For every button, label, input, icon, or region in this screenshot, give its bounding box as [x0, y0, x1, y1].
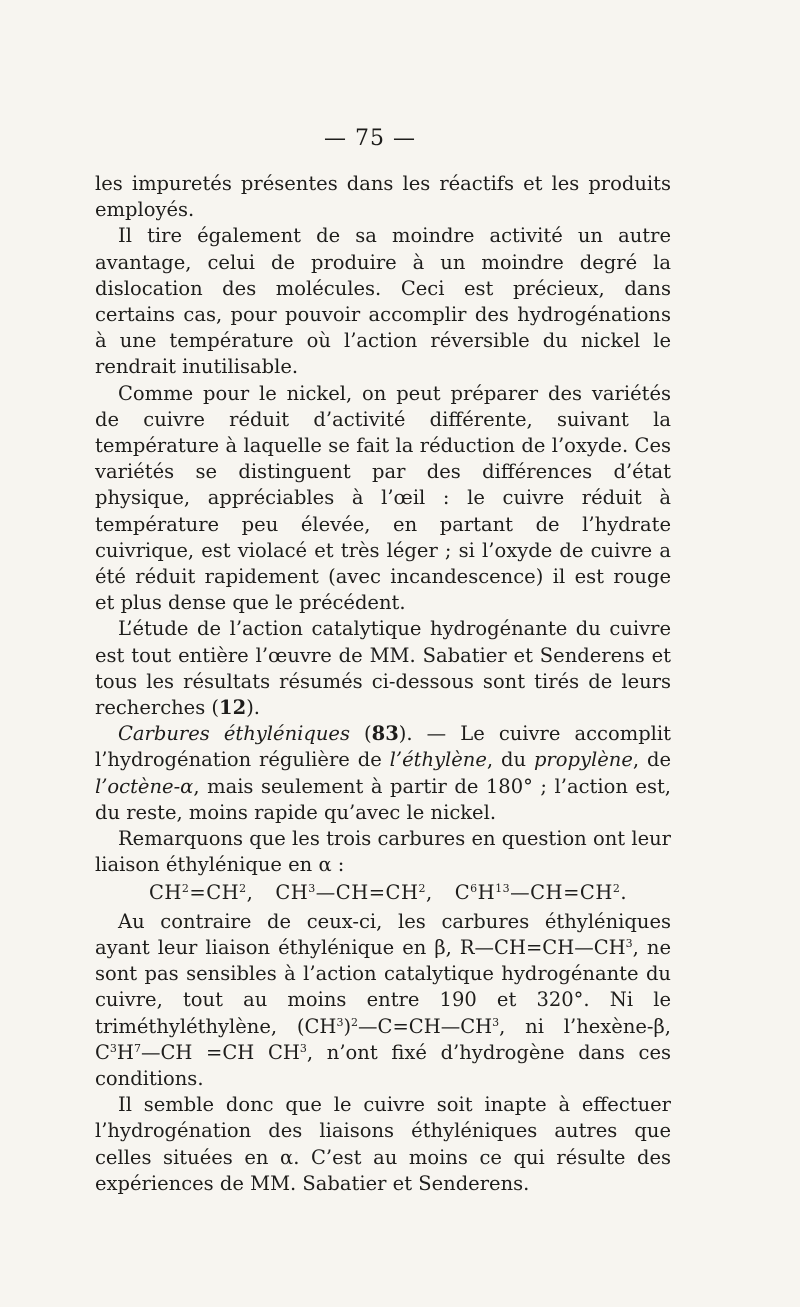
paragraph-conclusion: Il semble donc que le cuivre soit inapte à effectuer l’hydrogénation des liaisons éthyléniques autres que celles situées en α. C’est au moins ce qui résulte des expériences de MM. Sabatier et Senderens.	[95, 1093, 671, 1195]
paragraph-impuretes: les impuretés présentes dans les réactifs et les produits employés.	[95, 172, 671, 222]
formula-propylene: $CH^3—CH=CH^2$,	[275, 881, 433, 905]
ref-close: ).	[398, 722, 413, 746]
carbures-text-1: — Le cuivre accomplit l’hydrogénation régulière de	[95, 722, 671, 772]
etude-text: L’étude de l’action catalytique hydrogénante du cuivre est tout entière l’œuvre de MM. Sabatier et Senderens et tous les résultats résumés ci-dessous sont tirés de leurs recherches (	[95, 617, 671, 720]
carbures-text-4: , mais seulement à partir de 180° ; l’action est, du reste, moins rapide qu’avec le nickel.	[95, 774, 671, 824]
ref-open: (	[349, 722, 372, 746]
paragraph-varietes: Comme pour le nickel, on peut préparer des variétés de cuivre réduit d’activité différente, suivant la température à laquelle se fait la réduction de l’oxyde. Ces variétés se distinguent par des différences d’état physique, appréciables à l’œil : le cuivre réduit à température peu élevée, en partant de l’hydrate cuivrique, est violacé et très léger ; si l’oxyde de cuivre a été réduit rapidement (avec incandescence) il est rouge et plus dense que le précédent.	[95, 381, 671, 615]
term-ethylene: l’éthylène	[389, 748, 487, 772]
formula-ethylene: $CH^2=CH^2$,	[148, 881, 254, 905]
paragraph-etude	[95, 616, 671, 721]
reference-83: 83	[371, 722, 399, 746]
paragraph-remarquons: Remarquons que les trois carbures en question ont leur liaison éthylénique en α :	[95, 827, 671, 877]
page-number: — 75 —	[324, 126, 416, 151]
carbures-text-3: , de	[632, 748, 671, 772]
paragraph-avantage: Il tire également de sa moindre activité un autre avantage, celui de produire à un moindre degré la dislocation des molécules. Ceci est précieux, dans certains cas, pour pouvoir accomplir des hydrogénations à une température où l’action réversible du nickel le rendrait inutilisable.	[95, 224, 671, 379]
formula-octene: $C^6H^{13}—CH=CH^2$.	[454, 881, 628, 905]
term-propylene: propylène	[533, 748, 633, 772]
section-title-carbures: Carbures éthyléniques	[118, 722, 350, 746]
carbures-text-2: , du	[486, 748, 534, 772]
body-text	[95, 171, 671, 1197]
reference-12: 12	[219, 696, 247, 720]
etude-end: ).	[246, 696, 260, 720]
term-octene: l’octène-α	[95, 774, 194, 798]
paragraph-carbures	[95, 721, 671, 826]
formula-line	[95, 880, 671, 906]
paragraph-au-contraire: Au contraire de ceux-ci, les carbures éthyléniques ayant leur liaison éthylénique en β, $R—CH=CH—CH^3$, ne sont pas sensibles à l’action catalytique hydrogénante du cuivre, tout au moins entre 190 et 320°. Ni le triméthyléthylène, $(CH^3)^2—C=CH—CH^3$, ni l’hexène-β, $C^3H^7—CH =CH$ $CH^3$, n’ont fixé d’hydrogène dans ces conditions.	[95, 909, 671, 1090]
